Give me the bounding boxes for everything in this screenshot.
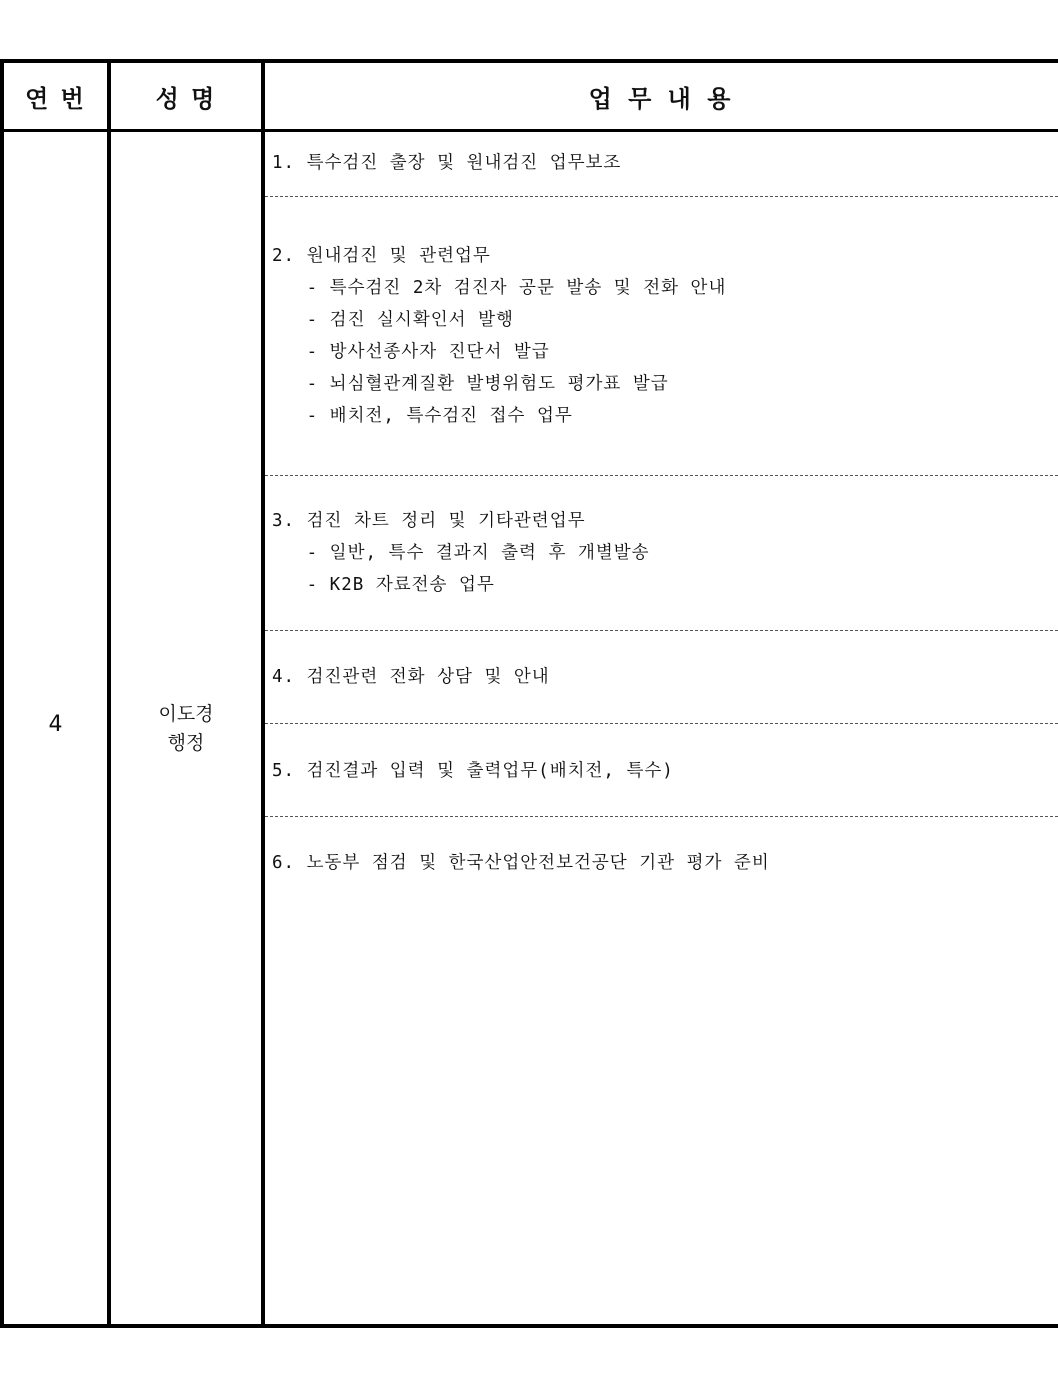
- task-divider: [265, 630, 1058, 631]
- header-work-content: 업 무 내 용: [588, 84, 735, 113]
- task-2-item: - 검진 실시확인서 발행: [272, 310, 514, 330]
- table-bottom-border: [0, 1324, 1058, 1328]
- task-3-item: - K2B 자료전송 업무: [272, 575, 495, 595]
- header-name: 성 명: [155, 84, 217, 113]
- task-2-title: 2. 원내검진 및 관련업무: [272, 246, 491, 266]
- task-1-title: 1. 특수검진 출장 및 원내검진 업무보조: [272, 153, 622, 173]
- task-3-item: - 일반, 특수 결과지 출력 후 개별발송: [272, 543, 650, 563]
- column-divider-1: [107, 59, 111, 1328]
- column-divider-2: [261, 59, 265, 1328]
- task-2-item: - 뇌심혈관계질환 발병위험도 평가표 발급: [272, 374, 669, 394]
- task-divider: [265, 723, 1058, 724]
- person-cell: [111, 700, 261, 758]
- task-2-item: - 특수검진 2차 검진자 공문 발송 및 전화 안내: [272, 278, 727, 298]
- task-6-title: 6. 노동부 점검 및 한국산업안전보건공단 기관 평가 준비: [272, 853, 770, 873]
- row-number: 4: [48, 712, 63, 737]
- task-4-title: 4. 검진관련 전화 상담 및 안내: [272, 667, 550, 687]
- task-divider: [265, 475, 1058, 476]
- table-left-border: [0, 59, 4, 1328]
- header-number: 연 번: [25, 84, 86, 113]
- task-2-item: - 방사선종사자 진단서 발급: [272, 342, 550, 362]
- header-divider: [0, 129, 1058, 132]
- task-3-title: 3. 검진 차트 정리 및 기타관련업무: [272, 511, 586, 531]
- person-dept: 행정: [167, 732, 205, 754]
- task-2-item: - 배치전, 특수검진 접수 업무: [272, 406, 573, 426]
- duty-table: [0, 59, 1058, 1329]
- task-divider: [265, 196, 1058, 197]
- task-divider: [265, 816, 1058, 817]
- task-5-title: 5. 검진결과 입력 및 출력업무(배치전, 특수): [272, 761, 674, 781]
- person-name: 이도경: [158, 703, 214, 725]
